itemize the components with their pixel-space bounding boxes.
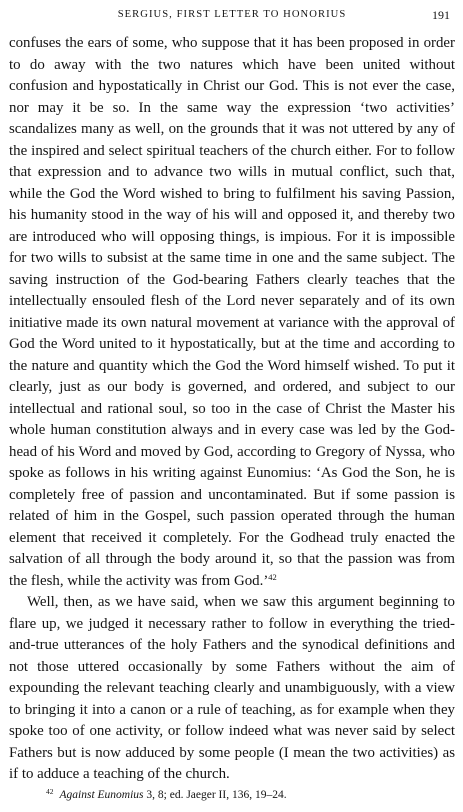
body-text [9,33,455,786]
paragraph-text: confuses the ears of some, who suppose that it has been proposed in order to do away with the two natures which have been united without confusion and hypostatically in Christ our God. This is not ever the case, nor may it be so. In the same way the expression ‘two activities’ scandalizes many as well, on the grounds that it was not uttered by any of the inspired and select spiritual teachers of the church either. For to follow that expression and to advance two wills in mutual conflict, such that, while the God the Word wished to bring to fulfilment his saving Passion, his humanity stood in the way of his will and opposed it, and thereby two are introduced who will opposing things, is impious. For it is impossible for two wills to subsist at the same time in one and the same subject. The saving instruction of the God-bearing Fathers clearly teaches that the intellectually ensouled flesh of the Lord never separately and of its own initiative made its own natural movement at variance with the approval of God the Word united to it hypostatically, but at the time and according to the nature and quantity which the God the Word himself wished. To put it clearly, just as our body is governed, and ordered, and subject to our intellectual and rational soul, so too in the case of Christ the Master his whole human constitution always and in every case was led by the God-head of his Word and moved by God, according to Gregory of Nyssa, who spoke as follows in his writing against Eunomius: ‘As God the Son, he is completely free of passion and uncontaminated. But if some passion is related of him in the Gospel, such passion operated through the human element that received it completely. For the Godhead truly enacted the salvation of all through the body around it, so that the passion was from the flesh, while the activity was from God.’ [9,35,455,589]
footnote-number: 42 [46,787,54,796]
running-title: SERGIUS, FIRST LETTER TO HONORIUS [117,9,347,20]
paragraph-text: Well, then, as we have said, when we saw this argument beginning to flare up, we judged it necessary rather to follow in everything the tried-and-true utterances of the holy Fathers and the synodical definitions and not those uttered occasionally by some Fathers without the aim of expounding the relevant teaching clearly and unambiguously, with a view to bringing it into a canon or a rule of teaching, as for example when they spoke too of one activity, or follow indeed what was never said by select Fathers but is now adduced by some people (I mean the two activities) as if to adduce a teaching of the church. [9,594,455,782]
running-header [9,5,455,25]
footnote-work-title: Against Eunomius [59,789,144,801]
footnote [46,787,287,801]
footnote-reference[interactable]: 42 [268,571,277,582]
paragraph [9,33,455,592]
footnote-citation: 3, 8; ed. Jaeger II, 136, 19–24. [146,789,287,801]
page-number: 191 [432,8,450,22]
paragraph [9,592,455,786]
